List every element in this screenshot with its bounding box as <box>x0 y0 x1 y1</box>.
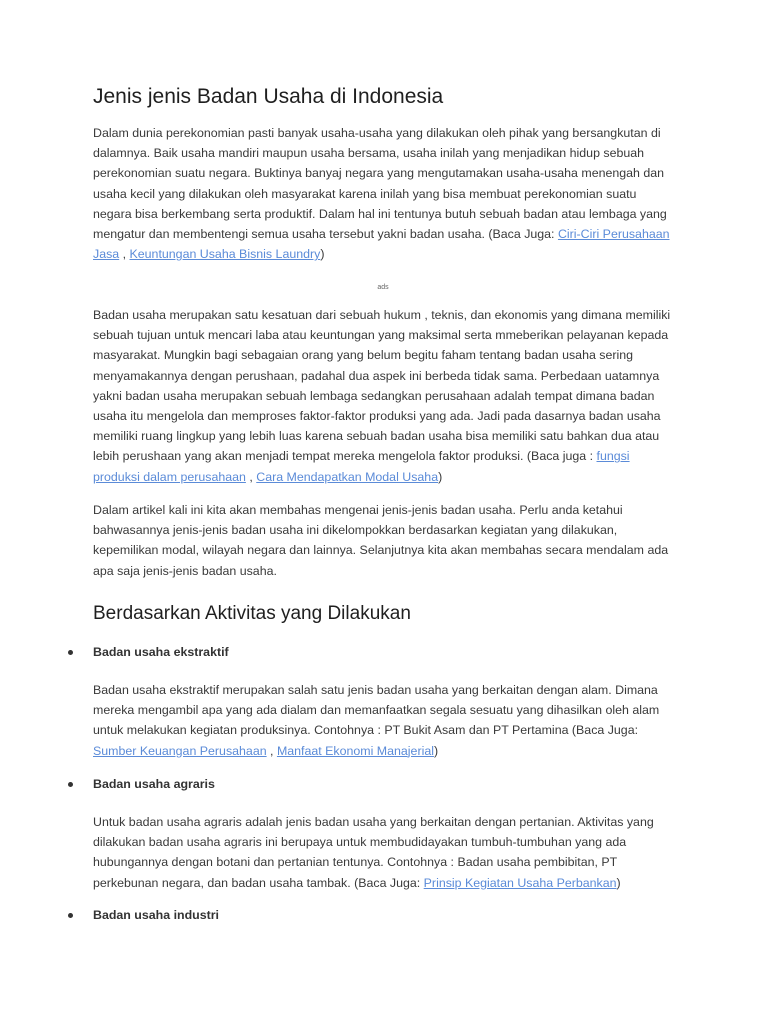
link-separator: , <box>119 247 130 262</box>
paragraph-text: Badan usaha merupakan satu kesatuan dari sebuah hukum , teknis, dan ekonomis yang dimana memiliki sebuah tujuan untuk mencari laba atau keuntungan yang maksimal serta mmeberikan pelayanan kepada masyarakat. Mungkin bagi sebagaian orang yang belum begitu faham tentang badan usaha sering menyamakannya dengan perushaan, padahal dua aspek ini berbeda tidak sama. Perbedaan uatamnya yakni badan usaha merupakan sebuah lembaga sedangkan perusahaan adalah tempat dimana badan usaha itu mengelola dan memproses faktor-faktor produksi yang ada. Jadi pada dasarnya badan usaha memiliki ruang lingkup yang lebih luas karena sebuah badan usaha bisa memiliki satu bahkan dua atau lebih perushaan yang akan menjadi tempat mereka mengelola faktor produksi. (Baca juga : <box>93 308 671 464</box>
bullet-icon <box>68 650 73 655</box>
list-item-industri <box>93 908 219 922</box>
paragraph-end: ) <box>320 247 325 262</box>
paragraph-end: ) <box>433 743 439 758</box>
paragraph-text: Dalam dunia perekonomian pasti banyak usaha-usaha yang dilakukan oleh pihak yang bersangkutan di dalamnya. Baik usaha mandiri maupun usaha bersama, usaha inilah yang menjadikan hidup sebuah perekonomian suatu negara. Buktinya banyaj negara yang mengutamakan usaha-usaha menengah dan usaha kecil yang dilakukan oleh masyarakat karena inilah yang bisa membuat perekonomian suatu negara bisa berkembang serta produktif. Dalam hal ini tentunya butuh sebuah badan atau lembaga yang mengatur dan membentengi semua usaha tersebut yakni badan usaha. (Baca Juga: <box>93 126 667 242</box>
link-prinsip-kegiatan-usaha[interactable]: Prinsip Kegiatan Usaha Perbankan <box>423 875 617 890</box>
paragraph-text: Badan usaha ekstraktif merupakan salah satu jenis badan usaha yang berkaitan dengan alam. Dimana mereka mengambil apa yang ada dialam dan memanfaatkan segala sesuatu yang dihasilkan oleh alam untuk melakukan kegiatan produksinya. Contohnya : PT Bukit Asam dan PT Pertamina (Baca Juga: <box>93 683 660 738</box>
bullet-icon <box>68 782 73 787</box>
ekstraktif-paragraph <box>93 680 673 761</box>
bullet-icon <box>68 913 73 918</box>
agraris-paragraph <box>93 812 673 893</box>
link-manfaat-ekonomi[interactable]: Manfaat Ekonomi Manajerial <box>276 743 434 758</box>
link-ciri-ciri-perusahaan-jasa[interactable]: Ciri-Ciri Perusahaan Jasa <box>93 227 670 262</box>
section-heading-aktivitas: Berdasarkan Aktivitas yang Dilakukan <box>93 603 411 624</box>
link-keuntungan-usaha-bisnis-laundry[interactable]: Keuntungan Usaha Bisnis Laundry <box>129 247 321 262</box>
definition-paragraph <box>93 305 673 487</box>
page-title: Jenis jenis Badan Usaha di Indonesia <box>93 85 444 108</box>
link-sumber-keuangan[interactable]: Sumber Keuangan Perusahaan <box>93 743 267 758</box>
link-cara-mendapatkan-modal[interactable]: Cara Mendapatkan Modal Usaha <box>256 469 439 484</box>
list-item-agraris <box>93 777 215 791</box>
article-overview-paragraph: Dalam artikel kali ini kita akan membahas mengenai jenis-jenis badan usaha. Perlu anda ketahui bahwasannya jenis-jenis badan usaha ini dikelompokkan berdasarkan kegiatan yang dilakukan, kepemilikan modal, wilayah negara dan lainnya. Selanjutnya kita akan membahas secara mendalam ada apa saja jenis-jenis badan usaha. <box>93 503 669 578</box>
link-separator: , <box>266 743 277 758</box>
paragraph-end: ) <box>438 469 443 484</box>
paragraph-text: Untuk badan usaha agraris adalah jenis badan usaha yang berkaitan dengan pertanian. Aktivitas yang dilakukan badan usaha agraris ini berupaya untuk membudidayakan tumbuh-tumbuhan yang ada hubungannya dengan botani dan pertanian tentunya. Contohnya : Badan usaha pembibitan, PT perkebunan negara, dan badan usaha tambak. (Baca Juga: <box>93 815 654 890</box>
link-fungsi-produksi[interactable]: fungsi produksi dalam perusahaan <box>93 449 630 484</box>
list-item-label: Badan usaha agraris <box>93 777 215 791</box>
paragraph-end: ) <box>616 875 621 890</box>
list-item-label: Badan usaha ekstraktif <box>93 645 229 659</box>
ads-label: ads <box>377 284 389 291</box>
list-item-label: Badan usaha industri <box>93 908 219 922</box>
intro-paragraph <box>93 123 673 264</box>
list-item-ekstraktif <box>93 645 229 659</box>
link-separator: , <box>245 469 257 484</box>
